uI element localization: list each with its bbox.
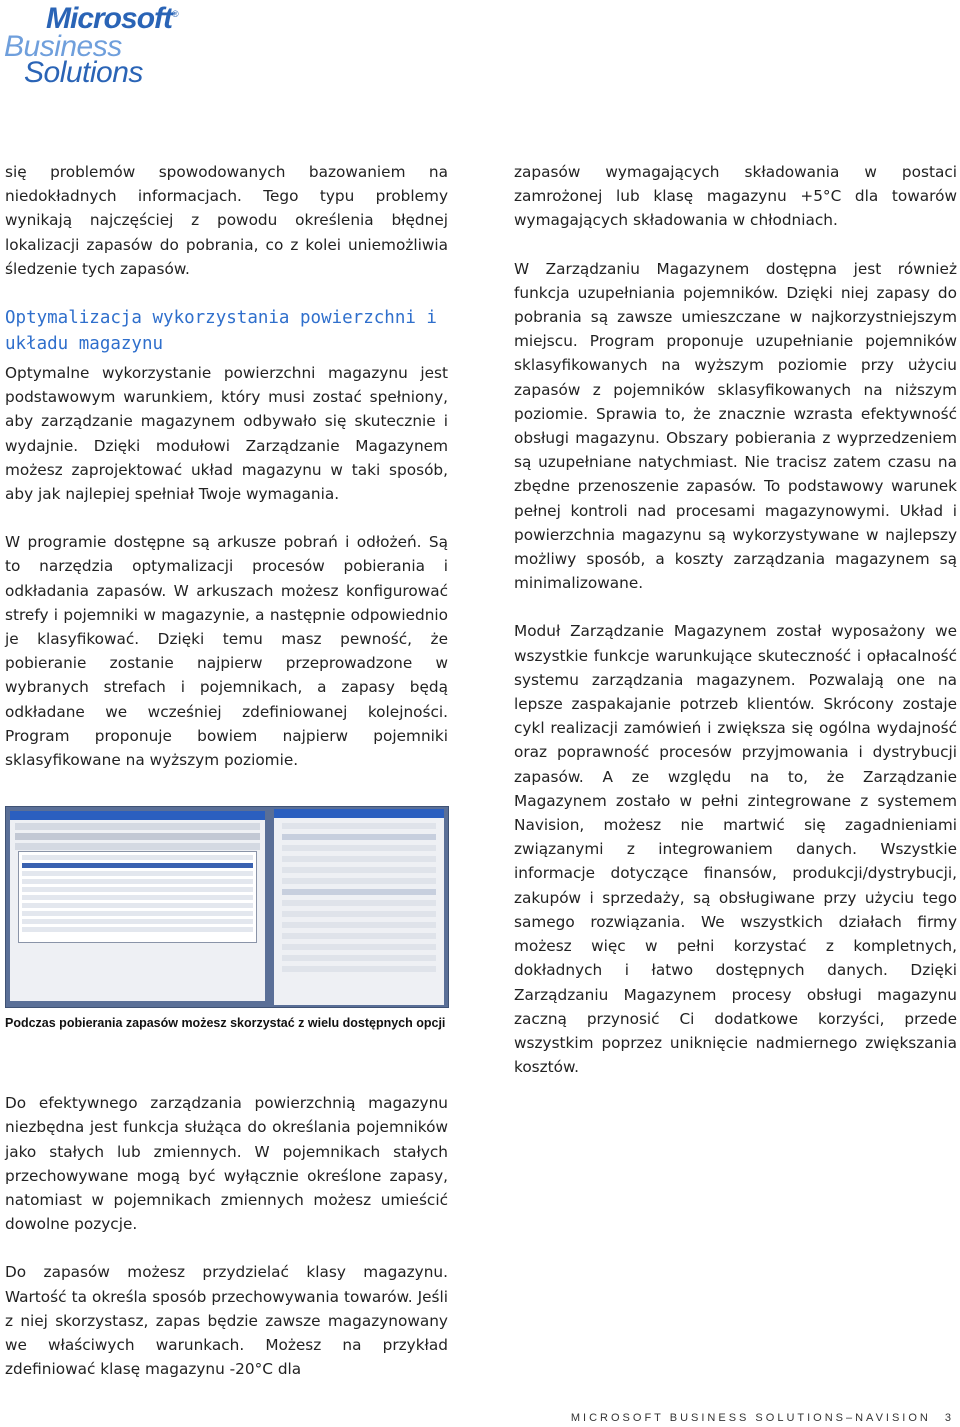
paragraph: Optymalne wykorzystanie powierzchni magazynu jest podstawowym warunkiem, który musi zostać spełniony, aby zarządzanie magazynem odbywało się skutecznie i wydajnie. Dzięki modułowi Zarządzanie Magazynem możesz zaprojektować układ magazynu w taki sposób, aby jak najlepiej spełniał Twoje wymagania. xyxy=(5,364,448,504)
page-number: 3 xyxy=(944,1412,954,1424)
paragraph: W programie dostępne są arkusze pobrań i odłożeń. Są to narzędzia optymalizacji procesów pobierania i odkładania zapasów. W arkuszach możesz konfigurować strefy i pojemniki w magazynie, a następnie odpowiednio je klasyfikować. Dzięki temu masz pewność, że pobieranie zostanie najpierw przeprowadzone w wybranych strefach i pojemnikach, a zapasy będą odkładane we wcześniej zdefiniowanej kolejności. Program proponuje bowiem najpierw pojemniki sklasyfikowane na wyższym poziomie. xyxy=(5,533,448,770)
screenshot-image xyxy=(5,806,449,1008)
options-window xyxy=(274,809,444,1005)
paragraph: Do efektywnego zarządzania powierzchnią magazynu niezbędna jest funkcja służąca do określania pojemników jako stałych lub zmiennych. W pojemnikach stałych przechowywane mogą być wyłącznie określone zapasy, natomiast w pojemnikach zmiennych możesz umieścić dowolne pozycje. xyxy=(5,1094,448,1234)
footer-title: MICROSOFT BUSINESS SOLUTIONS–NAVISION xyxy=(570,1412,931,1424)
microsoft-business-solutions-logo xyxy=(4,2,220,90)
worksheet-window xyxy=(10,811,265,1001)
paragraph: W Zarządzaniu Magazynem dostępna jest również funkcja uzupełniania pojemników. Dzięki niej zapasy do pobrania są zawsze umieszczane w najkorzystniejszym miejscu. Program proponuje uzupełnianie pojemników sklasyfikowanych na wyższym poziomie przy użyciu zapasów z pojemników sklasyfikowanych na niższym poziomie. Sprawia to, że znacznie wzrasta efektywność obsługi magazynu. Obszary pobierania z wyprzedzeniem są uzupełniane natychmiast. Nie tracisz zatem czasu na zbędne przenoszenie zapasów. To podstawowy warunek pełnej kontroli nad procesami magazynowymi. Układ i powierzchnia magazynu są wykorzystywane w najlepszy możliwy sposób, a koszty zarządzania magazynem są minimalizowane. xyxy=(514,259,957,593)
logo-line-business: Business xyxy=(4,30,122,63)
paragraph: się problemów spowodowanych bazowaniem na niedokładnych informacjach. Tego typu problemy wynikają najczęściej z powodu określenia błędnej lokalizacji zapasów do pobrania, co z kolei uniemożliwia śledzenie tych zapasów. xyxy=(5,163,448,278)
page-footer xyxy=(571,1412,954,1424)
paragraph: Moduł Zarządzanie Magazynem został wyposażony we wszystkie funkcje warunkujące skuteczność i opłacalność systemu zarządzania magazynem. Pozwalają one na lepsze zaspakajanie potrzeb klientów. Skrócony zostaje cykl realizacji zamówień i zwiększa się ogólna wydajność oraz poprawność procesów przyjmowania i dystrybucji zapasów. A ze względu na to, że Zarządzanie Magazynem zostało w pełni zintegrowane z systemem Navision, możesz nie martwić się zagadnieniami związanymi z integrowaniem danych. Wszystkie informacje dotyczące finansów, produkcji/dystrybucji, zakupów i sprzedaży, są obsługiwane przy użyciu tego samego rozwiązania. We wszystkich działach firmy możesz więc w pełni korzystać z kompletnych, dokładnych i łatwo dostępnych danych. Dzięki Zarządzaniu Magazynem procesy obsługi magazynu zaczną przynosić Ci dodatkowe korzyści, przede wszystkim poprzez uniknięcie nadmiernego zwiększania kosztów. xyxy=(514,622,957,1077)
left-column xyxy=(5,160,448,1382)
figure-caption: Podczas pobierania zapasów możesz skorzystać z wielu dostępnych opcji xyxy=(5,1016,446,1031)
logo-line-solutions: Solutions xyxy=(24,56,143,89)
right-column xyxy=(514,160,957,1079)
section-heading: Optymalizacja wykorzystania powierzchni i układu magazynu xyxy=(5,308,437,355)
paragraph: zapasów wymagających składowania w postaci zamrożonej lub klasę magazynu +5°C dla towarów wymagających składowania w chłodniach. xyxy=(514,163,957,230)
paragraph: Do zapasów możesz przydzielać klasy magazynu. Wartość ta określa sposób przechowywania towarów. Jeśli z niej skorzystasz, zapas będzie zawsze magazynowany we właściwych warunkach. Możesz na przykład zdefiniować klasę magazynu -20°C dla xyxy=(5,1263,448,1379)
logo-line-microsoft: Microsoft® xyxy=(46,2,178,35)
